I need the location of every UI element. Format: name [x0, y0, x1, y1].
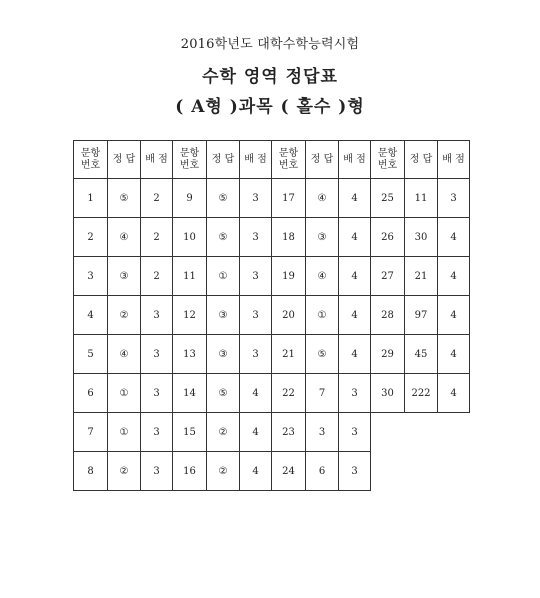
table-row	[74, 296, 470, 335]
points: 4	[339, 179, 371, 218]
question-number: 22	[272, 374, 306, 413]
question-number-header: 문항 번호	[371, 141, 405, 179]
empty-cell	[371, 413, 405, 452]
question-number: 17	[272, 179, 306, 218]
answer-header: 정 답	[405, 141, 438, 179]
table-row	[74, 413, 470, 452]
points: 3	[240, 296, 272, 335]
points: 3	[141, 452, 173, 491]
question-number: 23	[272, 413, 306, 452]
points: 4	[240, 413, 272, 452]
question-number: 15	[173, 413, 207, 452]
points: 3	[339, 413, 371, 452]
points: 3	[141, 374, 173, 413]
answer: ⑤	[108, 179, 141, 218]
empty-cell	[405, 413, 438, 452]
question-number: 7	[74, 413, 108, 452]
question-number: 4	[74, 296, 108, 335]
table-row	[74, 257, 470, 296]
points: 3	[240, 257, 272, 296]
question-number: 30	[371, 374, 405, 413]
points: 2	[141, 257, 173, 296]
points-header: 배 점	[240, 141, 272, 179]
points: 3	[339, 374, 371, 413]
answer: ②	[207, 413, 240, 452]
points: 4	[339, 257, 371, 296]
answer: ⑤	[207, 218, 240, 257]
points: 4	[438, 296, 470, 335]
answer-header: 정 답	[207, 141, 240, 179]
question-number: 14	[173, 374, 207, 413]
points: 3	[339, 452, 371, 491]
points: 4	[438, 374, 470, 413]
question-number: 26	[371, 218, 405, 257]
points: 3	[240, 335, 272, 374]
question-number: 25	[371, 179, 405, 218]
answer: 222	[405, 374, 438, 413]
empty-cell	[438, 413, 470, 452]
question-number: 6	[74, 374, 108, 413]
question-number: 11	[173, 257, 207, 296]
question-number-header: 문항 번호	[272, 141, 306, 179]
question-number: 18	[272, 218, 306, 257]
empty-cell	[438, 452, 470, 491]
type-line: ( A형 )과목 ( 홀수 )형	[175, 97, 365, 117]
question-number: 1	[74, 179, 108, 218]
question-number: 16	[173, 452, 207, 491]
question-number: 24	[272, 452, 306, 491]
points: 4	[438, 218, 470, 257]
answer: ③	[108, 257, 141, 296]
answer: ①	[306, 296, 339, 335]
answer-header: 정 답	[108, 141, 141, 179]
answer-header: 정 답	[306, 141, 339, 179]
points: 2	[141, 179, 173, 218]
subject-title: 수학 영역 정답표	[202, 67, 338, 87]
empty-cell	[405, 452, 438, 491]
answer: ②	[108, 296, 141, 335]
question-number: 29	[371, 335, 405, 374]
answer: ①	[108, 374, 141, 413]
answer: ④	[306, 257, 339, 296]
question-number: 13	[173, 335, 207, 374]
points-header: 배 점	[141, 141, 173, 179]
question-number: 10	[173, 218, 207, 257]
answer: 7	[306, 374, 339, 413]
empty-cell	[371, 452, 405, 491]
answer: 3	[306, 413, 339, 452]
table-row	[74, 335, 470, 374]
points: 4	[438, 335, 470, 374]
table-row	[74, 179, 470, 218]
answer-key-table	[73, 140, 470, 491]
question-number-header: 문항 번호	[173, 141, 207, 179]
table-row	[74, 452, 470, 491]
question-number: 21	[272, 335, 306, 374]
points: 3	[141, 335, 173, 374]
table-row	[74, 374, 470, 413]
header-row	[74, 141, 470, 179]
answer: ②	[108, 452, 141, 491]
answer: ④	[108, 335, 141, 374]
answer: ①	[207, 257, 240, 296]
answer: ⑤	[306, 335, 339, 374]
points: 4	[339, 296, 371, 335]
question-number-header: 문항 번호	[74, 141, 108, 179]
answer: 21	[405, 257, 438, 296]
answer: ①	[108, 413, 141, 452]
question-number: 27	[371, 257, 405, 296]
answer: 11	[405, 179, 438, 218]
question-number: 5	[74, 335, 108, 374]
answer: 6	[306, 452, 339, 491]
answer: ③	[207, 296, 240, 335]
answer: 45	[405, 335, 438, 374]
points-header: 배 점	[339, 141, 371, 179]
answer: ③	[306, 218, 339, 257]
question-number: 8	[74, 452, 108, 491]
points-header: 배 점	[438, 141, 470, 179]
question-number: 12	[173, 296, 207, 335]
table-row	[74, 218, 470, 257]
question-number: 9	[173, 179, 207, 218]
points: 4	[339, 218, 371, 257]
points: 4	[240, 374, 272, 413]
points: 3	[141, 296, 173, 335]
points: 3	[438, 179, 470, 218]
answer: ⑤	[207, 374, 240, 413]
points: 3	[141, 413, 173, 452]
points: 4	[339, 335, 371, 374]
question-number: 2	[74, 218, 108, 257]
points: 3	[240, 179, 272, 218]
question-number: 28	[371, 296, 405, 335]
answer: ③	[207, 335, 240, 374]
question-number: 20	[272, 296, 306, 335]
points: 4	[240, 452, 272, 491]
answer: ⑤	[207, 179, 240, 218]
points: 3	[240, 218, 272, 257]
answer: 97	[405, 296, 438, 335]
answer: ④	[306, 179, 339, 218]
exam-title: 2016학년도 대학수학능력시험	[180, 37, 360, 52]
answer: ④	[108, 218, 141, 257]
answer: ②	[207, 452, 240, 491]
question-number: 3	[74, 257, 108, 296]
points: 4	[438, 257, 470, 296]
points: 2	[141, 218, 173, 257]
question-number: 19	[272, 257, 306, 296]
answer: 30	[405, 218, 438, 257]
